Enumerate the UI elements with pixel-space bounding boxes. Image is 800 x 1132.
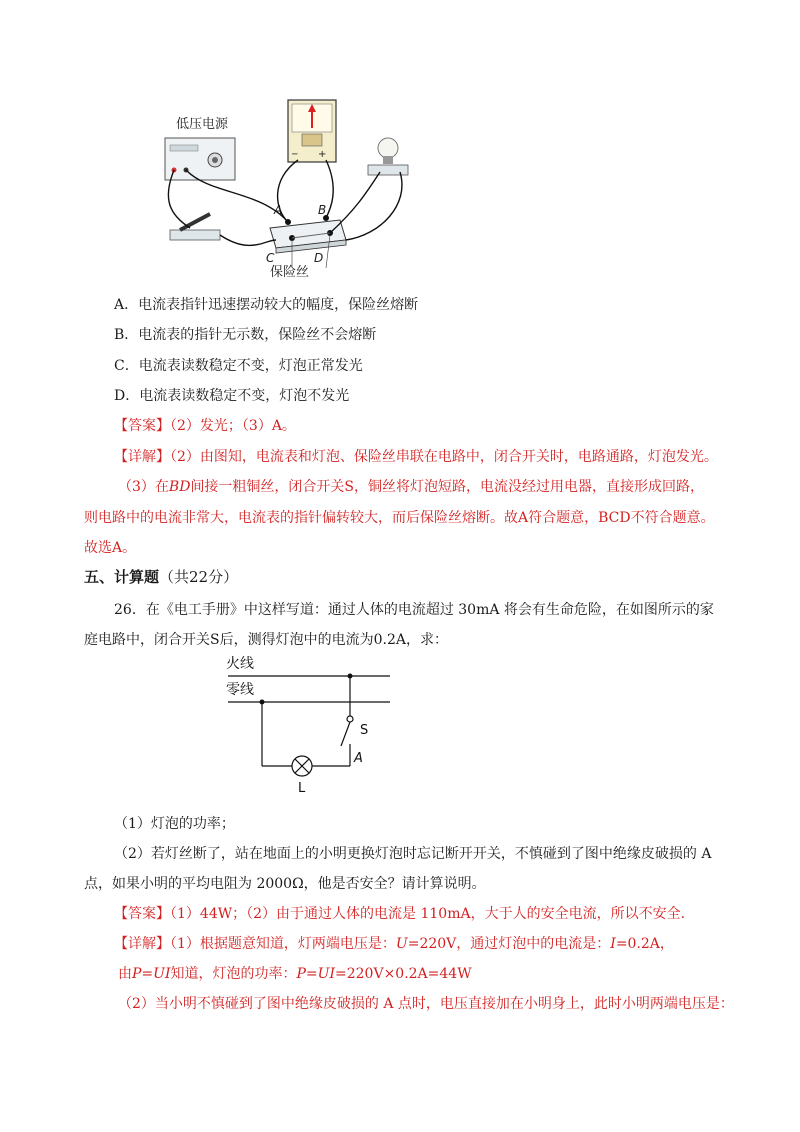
detail-tag: 【详解】 [114, 449, 170, 465]
low-voltage-power-supply [165, 138, 235, 180]
option-d [114, 385, 349, 405]
sub-question-2-line-2: 点，如果小明的平均电阻为 2000Ω，他是否安全？请计算说明。 [84, 876, 486, 892]
svg-text:─: ─ [292, 150, 298, 160]
option-text: 电流表指针迅速摆动较大的幅度，保险丝熔断 [138, 297, 419, 313]
option-b [114, 324, 376, 344]
detail-1-line-1: 【详解】（2）由图知，电流表和灯泡、保险丝串联在电路中，闭合开关时，电路通路，灯泡发光。 [114, 449, 718, 465]
answer-2 [114, 903, 685, 923]
option-letter: D． [114, 388, 140, 404]
detail-1-line-2: （3）在BD间接一粗铜丝，闭合开关S，铜丝将灯泡短路，电流没经过用电器，直接形成回路， [118, 479, 705, 495]
option-text: 电流表读数稳定不变，灯泡正常发光 [138, 358, 363, 374]
sub-question-1: （1）灯泡的功率； [114, 816, 235, 832]
answer-1 [114, 415, 296, 435]
power-supply-label: 低压电源 [176, 117, 229, 132]
detail-2-line-2: 由P=UI知道，灯泡的功率：P=UI=220V×0.2A=44W [118, 966, 472, 982]
answer-text: （2）发光；（3）A。 [170, 418, 296, 434]
answer-tag: 【答案】 [114, 418, 170, 434]
section-title: 五、计算题 [84, 568, 160, 586]
section-heading [84, 566, 238, 587]
point-c-label: C [266, 251, 275, 265]
point-a-label-2: A [354, 751, 363, 766]
knife-switch [170, 230, 220, 240]
bulb-base [368, 165, 408, 175]
fuse-label: 保险丝 [270, 265, 310, 280]
detail-2-line-3: （2）当小明不慎碰到了图中绝缘皮破损的 A 点时，电压直接加在小明身上，此时小明两端电压是： [118, 996, 734, 1012]
section-note: （共22分） [159, 568, 239, 586]
q26-line-2: 庭电路中，闭合开关S后，测得灯泡中的电流为0.2A，求： [84, 632, 448, 648]
q26-line-1: 26．在《电工手册》中这样写道：通过人体的电流超过 30mA 将会有生命危险，在如图所示的家 [114, 602, 714, 618]
option-text: 电流表读数稳定不变，灯泡不发光 [139, 388, 350, 404]
option-c [114, 355, 363, 375]
lamp-label: L [298, 781, 306, 796]
switch-s [341, 722, 350, 746]
household-circuit-figure [220, 650, 400, 800]
live-wire-label: 火线 [226, 656, 254, 672]
answer-text: （1）44W；（2）由于通过人体的电流是 110mA，大于人的安全电流，所以不安全. [170, 906, 686, 922]
switch-label: S [360, 723, 369, 738]
detail-1-line-3: 则电路中的电流非常大，电流表的指针偏转较大，而后保险丝熔断。故A符合题意，BCD不符合题意。 [84, 510, 715, 526]
point-d-label: D [314, 251, 324, 265]
option-a [114, 294, 418, 314]
bulb [378, 138, 398, 158]
answer-tag: 【答案】 [114, 906, 170, 922]
option-letter: B． [114, 327, 139, 343]
point-b-label: B [318, 203, 327, 217]
detail-2-line-1: 【详解】（1）根据题意知道，灯两端电压是：U=220V，通过灯泡中的电流是：I=0.2A， [114, 936, 674, 952]
sub-question-2-line-1: （2）若灯丝断了，站在地面上的小明更换灯泡时忘记断开开关，不慎碰到了图中绝缘皮破损的 A [114, 846, 712, 862]
option-letter: A． [114, 297, 139, 313]
detail-tag: 【详解】 [114, 936, 170, 952]
detail-1-line-4: 故选A。 [84, 540, 137, 556]
option-letter: C． [114, 358, 139, 374]
svg-text:+: + [318, 149, 327, 160]
option-text: 电流表的指针无示数，保险丝不会熔断 [138, 327, 377, 343]
circuit-apparatus-figure [150, 90, 440, 285]
point-a-label: A [274, 203, 283, 217]
neutral-wire-label: 零线 [226, 682, 254, 698]
